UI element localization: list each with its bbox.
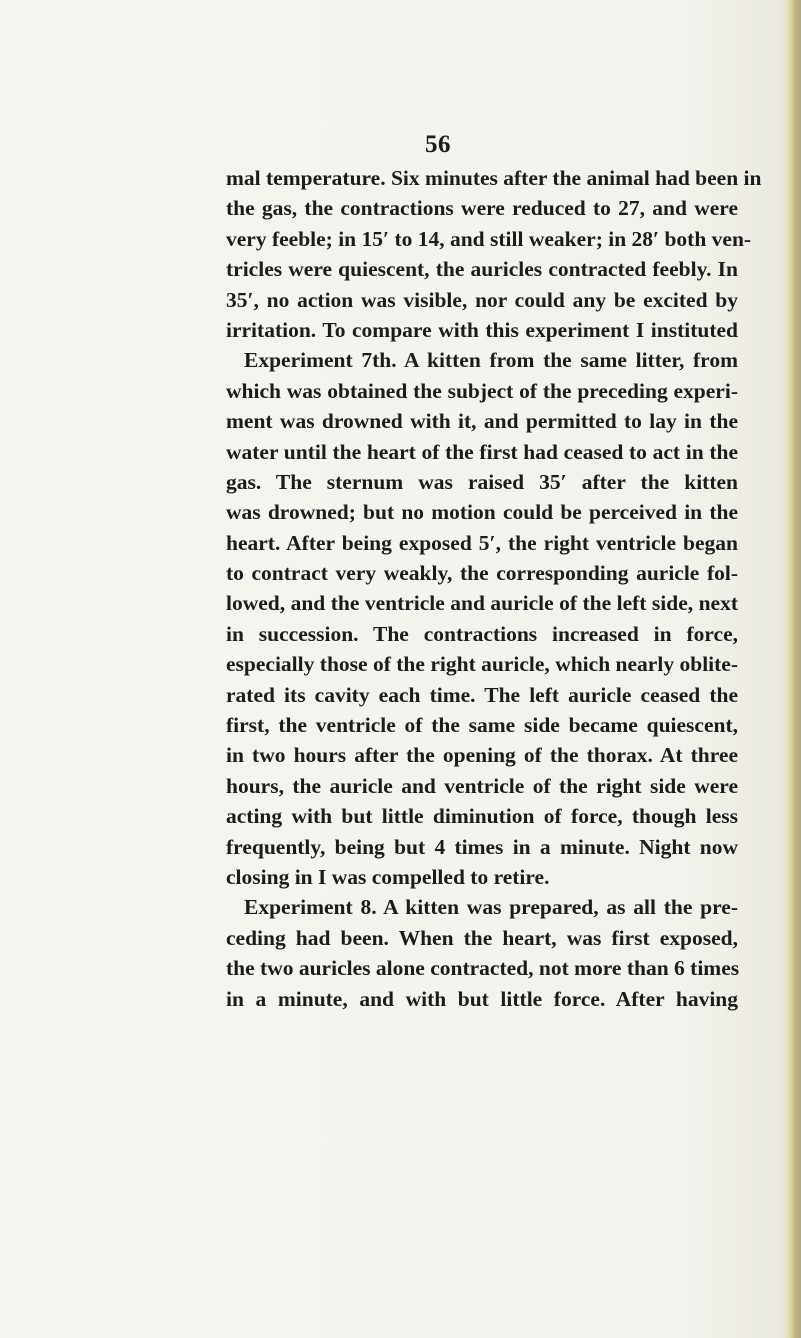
page-edge <box>783 0 801 1338</box>
text-line: 35′, no action was visible, nor could any be excited by <box>226 287 738 312</box>
text-line: the two auricles alone contracted, not more than 6 times <box>226 956 740 981</box>
text-line: Experiment 7th. A kitten from the same litter, from <box>244 348 738 373</box>
text-line: in succession. The contractions increased in force, <box>226 621 738 646</box>
body-text <box>226 163 762 1014</box>
text-line: rated its cavity each time. The left auricle ceased the <box>226 682 738 707</box>
text-line: the gas, the contractions were reduced to 27, and were <box>226 196 738 221</box>
text-line: frequently, being but 4 times in a minute. Night now <box>226 834 738 859</box>
text-line: irritation. To compare with this experiment I instituted <box>226 317 738 342</box>
text-line: heart. After being exposed 5′, the right ventricle began <box>226 530 738 555</box>
text-line: mal temperature. Six minutes after the animal had been in <box>226 166 762 190</box>
text-line: lowed, and the ventricle and auricle of the left side, next <box>226 591 738 616</box>
text-line: ment was drowned with it, and permitted to lay in the <box>226 409 738 434</box>
text-line: first, the ventricle of the same side became quiescent, <box>226 713 738 738</box>
text-line: gas. The sternum was raised 35′ after the kitten <box>226 469 738 494</box>
text-line: to contract very weakly, the corresponding auricle fol- <box>226 561 738 586</box>
page-number: 56 <box>425 131 451 158</box>
text-line: water until the heart of the first had ceased to act in the <box>226 439 738 464</box>
text-line: in a minute, and with but little force. After having <box>226 986 738 1011</box>
text-line: acting with but little diminution of force, though less <box>226 804 738 829</box>
text-line: was drowned; but no motion could be perceived in the <box>226 500 738 525</box>
text-line: closing in I was compelled to retire. <box>226 864 550 889</box>
text-line: especially those of the right auricle, which nearly oblite- <box>226 652 738 677</box>
text-line: which was obtained the subject of the preceding experi- <box>226 378 738 403</box>
text-line: Experiment 8. A kitten was prepared, as all the pre- <box>244 895 738 920</box>
text-line: tricles were quiescent, the auricles contracted feebly. In <box>226 257 738 282</box>
text-line: in two hours after the opening of the thorax. At three <box>226 743 738 768</box>
text-line: ceding had been. When the heart, was first exposed, <box>226 925 738 950</box>
text-line: very feeble; in 15′ to 14, and still weaker; in 28′ both ven- <box>226 226 752 251</box>
text-line: hours, the auricle and ventricle of the right side were <box>226 773 738 798</box>
